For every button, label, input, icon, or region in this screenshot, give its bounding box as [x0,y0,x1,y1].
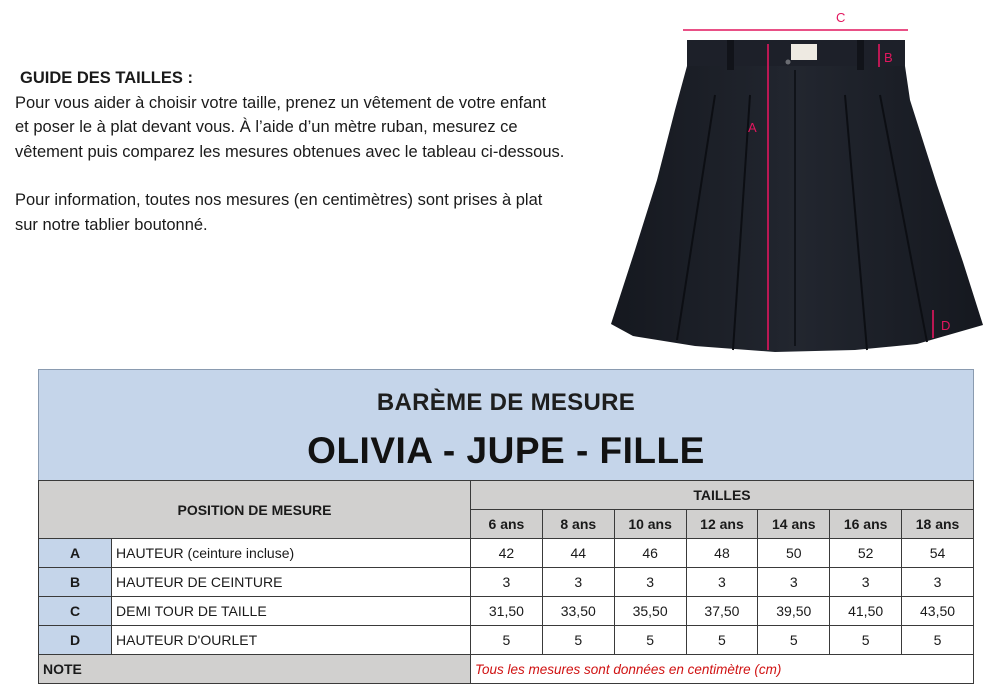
guide-text-line: Pour information, toutes nos mesures (en centimètres) sont prises à plat [15,191,543,209]
measurement-value: 41,50 [830,597,902,626]
measurement-value: 37,50 [686,597,758,626]
measurement-value: 3 [471,568,543,597]
measurement-value: 5 [758,626,830,655]
measurement-value: 5 [830,626,902,655]
measure-label-a: A [748,120,757,135]
size-column-header: 8 ans [542,510,614,539]
measurement-value: 52 [830,539,902,568]
measurement-value: 3 [542,568,614,597]
measurement-value: 5 [542,626,614,655]
skirt-label-tag [791,44,817,60]
measurement-row [39,568,974,597]
measurement-value: 3 [830,568,902,597]
measurement-value: 54 [902,539,974,568]
position-header: POSITION DE MESURE [39,481,471,539]
size-chart [38,369,974,684]
measurement-label: HAUTEUR D'OURLET [112,626,471,655]
guide-title: GUIDE DES TAILLES : [20,69,193,87]
measurement-letter: A [39,539,112,568]
size-column-header: 16 ans [830,510,902,539]
measurement-row [39,539,974,568]
size-chart-header [38,369,974,480]
measurement-value: 3 [614,568,686,597]
measurement-row [39,626,974,655]
measurement-value: 44 [542,539,614,568]
measure-label-b: B [884,50,893,65]
guide-text-line: et poser le à plat devant vous. À l’aide d’un mètre ruban, mesurez ce [15,118,518,136]
note-row [39,655,974,684]
size-column-header: 14 ans [758,510,830,539]
note-text: Tous les mesures sont données en centimètre (cm) [471,655,974,684]
measurement-label: DEMI TOUR DE TAILLE [112,597,471,626]
measurement-letter: C [39,597,112,626]
measurement-value: 48 [686,539,758,568]
skirt-measurement-diagram [605,0,995,360]
measurement-value: 35,50 [614,597,686,626]
measurement-value: 5 [686,626,758,655]
skirt-body [611,66,983,352]
measurement-value: 5 [471,626,543,655]
measurement-value: 50 [758,539,830,568]
size-column-header: 12 ans [686,510,758,539]
measurement-label: HAUTEUR (ceinture incluse) [112,539,471,568]
guide-text-line: sur notre tablier boutonné. [15,215,208,234]
measurement-value: 42 [471,539,543,568]
measurement-value: 39,50 [758,597,830,626]
size-table [38,480,974,684]
guide-text-line: Pour vous aider à choisir votre taille, prenez un vêtement de votre enfant [15,93,547,112]
measure-label-d: D [941,318,951,333]
size-chart-subtitle: BARÈME DE MESURE [376,389,636,416]
measurement-value: 43,50 [902,597,974,626]
guide-text-line: vêtement puis comparez les mesures obtenues avec le tableau ci-dessous. [15,142,565,161]
measurement-value: 46 [614,539,686,568]
measurement-value: 3 [758,568,830,597]
measurement-value: 3 [686,568,758,597]
size-chart-title: OLIVIA - JUPE - FILLE [307,430,705,471]
measurement-value: 3 [902,568,974,597]
measurement-value: 5 [614,626,686,655]
measurement-row [39,597,974,626]
sizes-header: TAILLES [471,481,974,510]
size-column-header: 10 ans [614,510,686,539]
measurement-label: HAUTEUR DE CEINTURE [112,568,471,597]
measurement-value: 33,50 [542,597,614,626]
measurement-letter: B [39,568,112,597]
size-guide-intro [15,66,655,237]
size-column-header: 6 ans [471,510,543,539]
measurement-value: 5 [902,626,974,655]
note-label: NOTE [39,655,471,684]
measurement-value: 31,50 [471,597,543,626]
measurement-letter: D [39,626,112,655]
measure-label-c: C [836,10,846,25]
size-column-header: 18 ans [902,510,974,539]
